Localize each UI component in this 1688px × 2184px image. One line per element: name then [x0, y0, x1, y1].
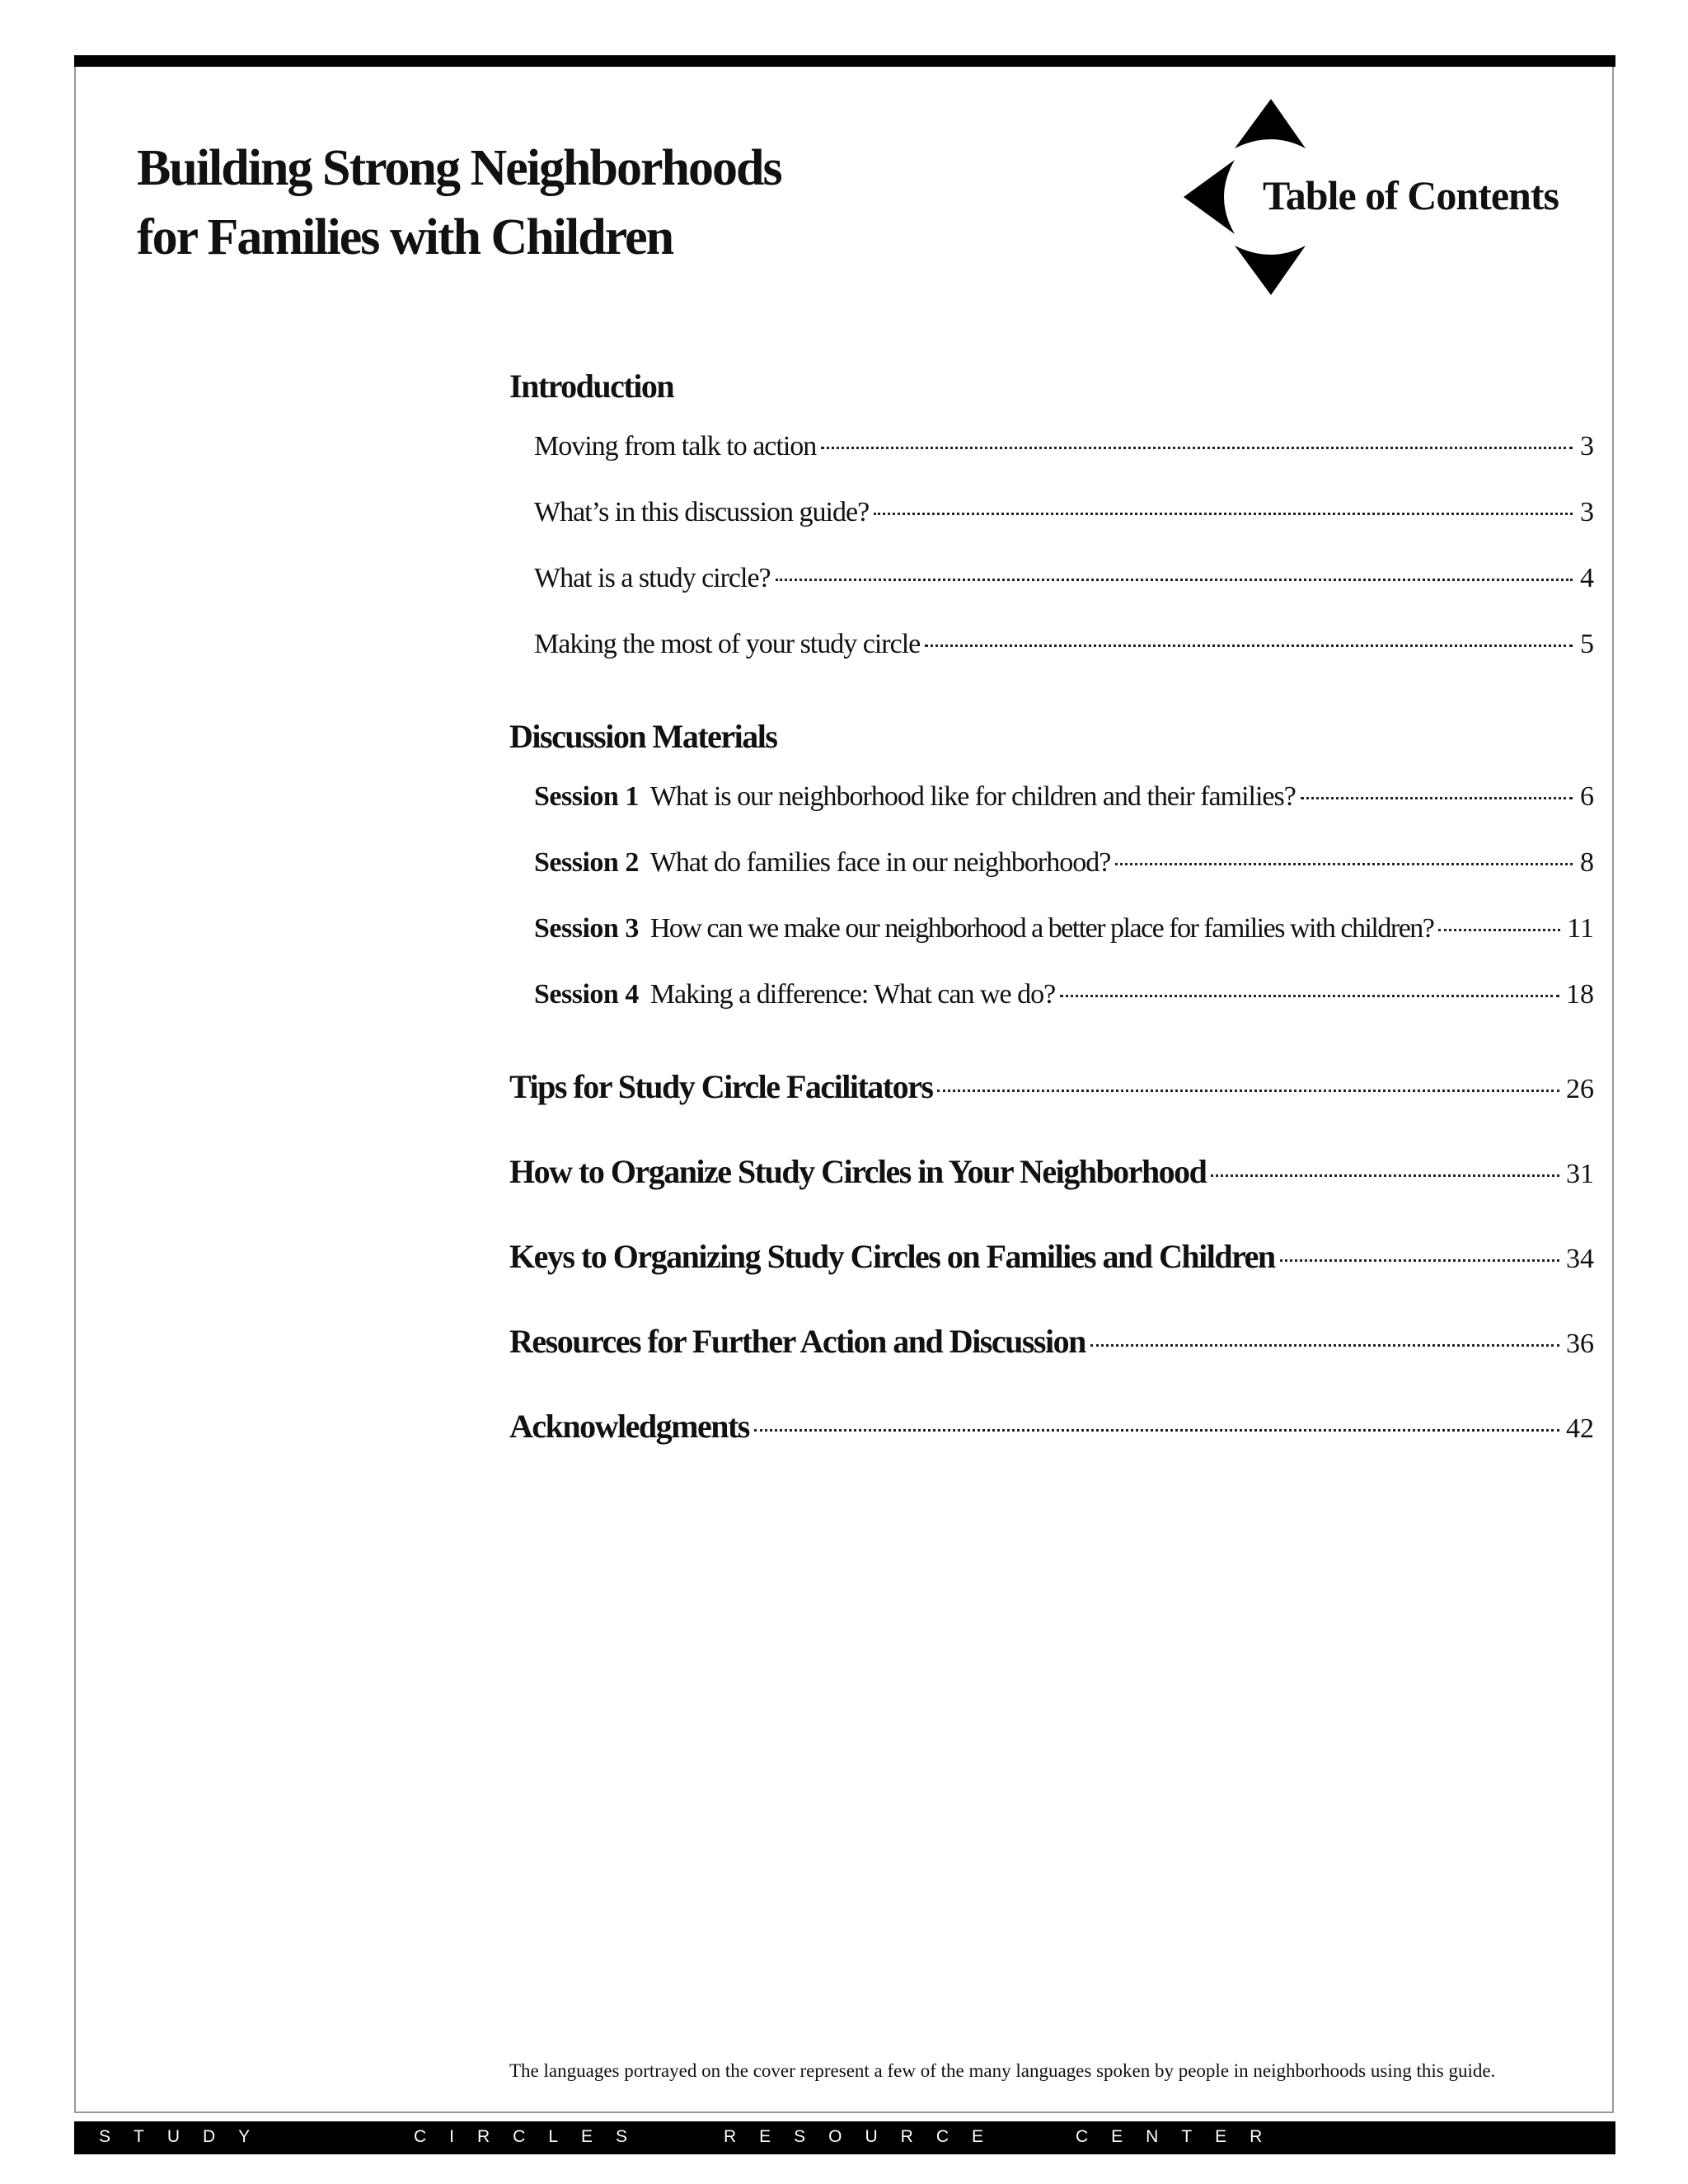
- session-label: Session 1: [534, 781, 639, 812]
- footer-word-study: STUDY: [99, 2127, 274, 2146]
- toc-page-number: 42: [1566, 1413, 1594, 1444]
- toc-heading: Table of Contents: [1263, 172, 1559, 218]
- toc-entry-session-1[interactable]: [534, 781, 1594, 813]
- toc-entry-how-to-organize[interactable]: [509, 1152, 1594, 1191]
- dot-leader: [925, 644, 1573, 647]
- toc-page-number: 31: [1566, 1159, 1594, 1189]
- toc-page-number: 34: [1566, 1244, 1594, 1274]
- toc-page-number: 5: [1580, 629, 1594, 659]
- cover-footnote: The languages portrayed on the cover represent a few of the many languages spoken by people in neighborhoods using this guide.: [509, 2060, 1496, 2081]
- toc-entry-whats-in-guide[interactable]: [534, 497, 1594, 528]
- toc-entry-text: Making the most of your study circle: [534, 629, 921, 659]
- toc-page-number: 6: [1580, 781, 1594, 812]
- dot-leader: [1438, 929, 1560, 931]
- document-title: [137, 134, 781, 272]
- document-title-line-2: for Families with Children: [137, 209, 673, 265]
- dot-leader: [1211, 1174, 1559, 1177]
- toc-page-number: 3: [1580, 497, 1594, 527]
- dot-leader: [1301, 797, 1573, 799]
- section-heading-introduction: Introduction: [509, 368, 674, 405]
- toc-page-number: 18: [1566, 979, 1594, 1010]
- toc-entry-text: Tips for Study Circle Facilitators: [509, 1068, 933, 1105]
- dot-leader: [937, 1090, 1559, 1092]
- footer-word-center: CENTER: [1076, 2127, 1286, 2146]
- toc-entry-text: What’s in this discussion guide?: [534, 497, 870, 527]
- toc-entry-text: Acknowledgments: [509, 1408, 749, 1445]
- footer-word-resource: RESOURCE: [724, 2127, 1007, 2146]
- toc-entry-text: Making a difference: What can we do?: [649, 979, 1056, 1010]
- toc-entry-moving-from-talk[interactable]: [534, 431, 1594, 462]
- toc-entry-session-3[interactable]: [534, 913, 1594, 944]
- toc-entry-acknowledgments[interactable]: [509, 1407, 1594, 1446]
- dot-leader: [1090, 1344, 1559, 1347]
- dot-leader: [754, 1429, 1559, 1432]
- toc-entry-session-2[interactable]: [534, 847, 1594, 879]
- toc-entry-text: How to Organize Study Circles in Your Neighborhood: [509, 1153, 1207, 1190]
- toc-entry-text: What do families face in our neighborhood?: [649, 847, 1111, 878]
- toc-entry-what-is-study-circle[interactable]: [534, 563, 1594, 594]
- toc-entry-making-the-most[interactable]: [534, 629, 1594, 660]
- toc-entry-resources[interactable]: [509, 1322, 1594, 1361]
- toc-page-number: 11: [1567, 913, 1594, 944]
- toc-entry-text: What is our neighborhood like for children and their families?: [649, 781, 1296, 812]
- toc-entry-tips-facilitators[interactable]: [509, 1067, 1594, 1106]
- toc-entry-text: Resources for Further Action and Discussion: [509, 1323, 1085, 1360]
- toc-page-number: 36: [1566, 1329, 1594, 1359]
- session-label: Session 4: [534, 979, 639, 1010]
- dot-leader: [1060, 995, 1559, 997]
- dot-leader: [776, 579, 1573, 581]
- toc-entry-text: What is a study circle?: [534, 563, 771, 593]
- toc-entry-text: How can we make our neighborhood a better place for families with children?: [649, 913, 1434, 944]
- top-rule: [74, 55, 1615, 67]
- document-title-line-1: Building Strong Neighborhoods: [137, 140, 781, 196]
- footer-bar: [74, 2121, 1615, 2154]
- dot-leader: [874, 513, 1573, 515]
- dot-leader: [1115, 863, 1573, 865]
- session-label: Session 3: [534, 913, 639, 944]
- dot-leader: [1280, 1259, 1559, 1262]
- dot-leader: [821, 447, 1573, 449]
- toc-page-number: 3: [1580, 431, 1594, 462]
- toc-entry-text: Keys to Organizing Study Circles on Families and Children: [509, 1238, 1275, 1275]
- footer-word-circles: CIRCLES: [414, 2127, 651, 2146]
- toc-page-number: 4: [1580, 563, 1594, 593]
- toc-page-number: 8: [1580, 847, 1594, 878]
- toc-entry-keys-to-organizing[interactable]: [509, 1237, 1594, 1276]
- toc-page-number: 26: [1566, 1074, 1594, 1104]
- section-heading-discussion-materials: Discussion Materials: [509, 718, 777, 755]
- toc-entry-session-4[interactable]: [534, 979, 1594, 1010]
- session-label: Session 2: [534, 847, 639, 878]
- toc-entry-text: Moving from talk to action: [534, 431, 817, 462]
